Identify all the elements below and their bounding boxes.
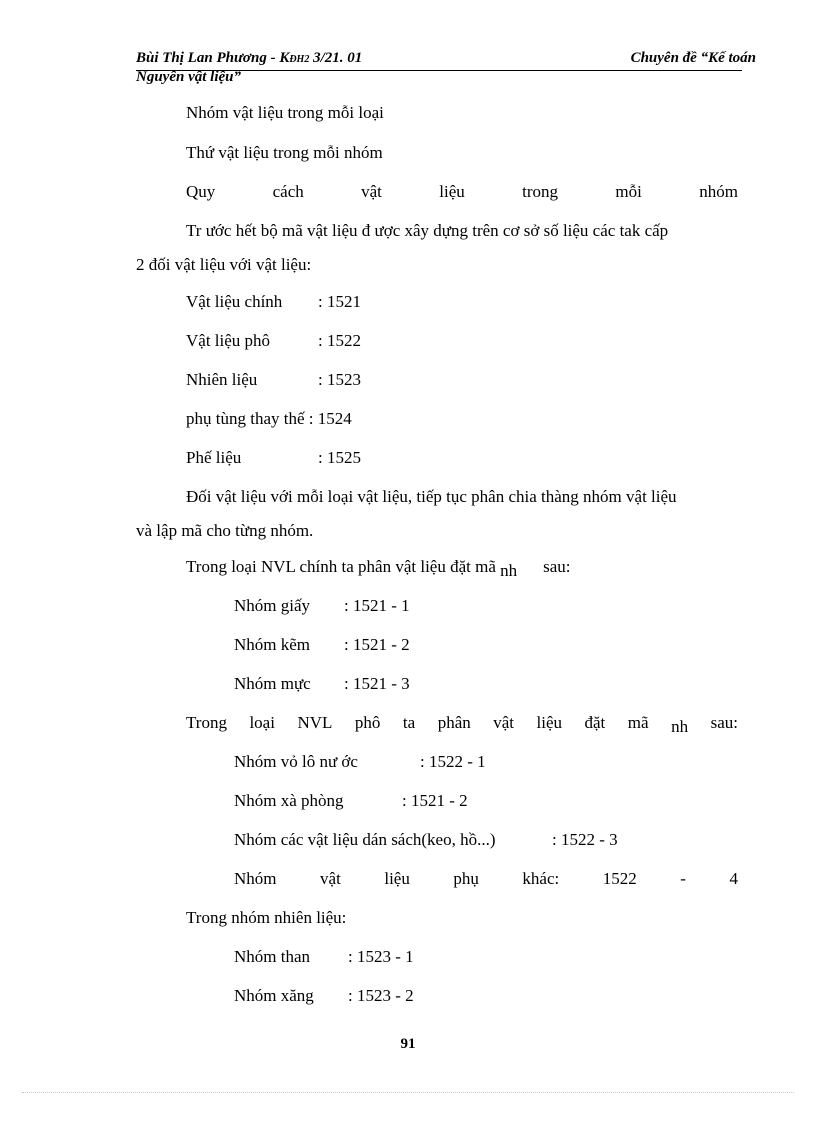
group-row: Nhóm vỏ lô nư ớc : 1522 - 1: [234, 752, 486, 771]
group-row: Nhóm giấy : 1521 - 1: [234, 596, 410, 615]
text-line: Nhóm vật liệu trong mỗi loại: [186, 103, 384, 122]
code-row: Vật liệu phô : 1522: [186, 331, 361, 350]
text-line-justified: Trong loại NVL phô ta phân vật liệu đặt mã nh sau:: [186, 713, 738, 736]
group-row: Nhóm các vật liệu dán sách(keo, hồ...) : 1522 - 3: [234, 830, 618, 849]
page-edge-divider: [22, 1092, 794, 1093]
code-row: Vật liệu chính : 1521: [186, 292, 361, 311]
text-line: Thứ vật liệu trong mỗi nhóm: [186, 143, 383, 162]
text-line-justified: Nhóm vật liệu phụ khác: 1522 - 4: [234, 869, 738, 888]
code-row: phụ tùng thay thế : 1524: [186, 409, 352, 428]
group-row: Nhóm xăng : 1523 - 2: [234, 986, 414, 1005]
header-title-cont: Nguyên vật liệu”: [136, 69, 241, 85]
text-line: Đối vật liệu với mỗi loại vật liệu, tiếp tục phân chia thàng nhóm vật liệu: [186, 487, 677, 506]
text-line: và lập mã cho từng nhóm.: [136, 521, 314, 540]
text-line: Trong loại NVL chính ta phân vật liệu đặt mã nh sau:: [186, 557, 571, 580]
code-row: Phế liệu : 1525: [186, 448, 361, 467]
group-row: Nhóm kẽm : 1521 - 2: [234, 635, 410, 654]
code-row: Nhiên liệu : 1523: [186, 370, 361, 389]
group-row: Nhóm than : 1523 - 1: [234, 947, 414, 966]
text-line: Tr ước hết bộ mã vật liệu đ ược xây dựng trên cơ sở số liệu các tak cấp: [186, 221, 669, 240]
header-author: Bùi Thị Lan Phương - KĐH2 3/21. 01: [136, 50, 363, 66]
header-title: Chuyên đề “Kế toán: [630, 50, 756, 66]
page-number: 91: [400, 1036, 416, 1052]
group-row: Nhóm xà phòng : 1521 - 2: [234, 791, 468, 810]
text-line: Trong nhóm nhiên liệu:: [186, 908, 347, 927]
group-row: Nhóm mực : 1521 - 3: [234, 674, 410, 693]
text-line: 2 đối vật liệu với vật liệu:: [136, 255, 312, 274]
text-line-justified: Quy cách vật liệu trong mỗi nhóm: [186, 182, 738, 201]
